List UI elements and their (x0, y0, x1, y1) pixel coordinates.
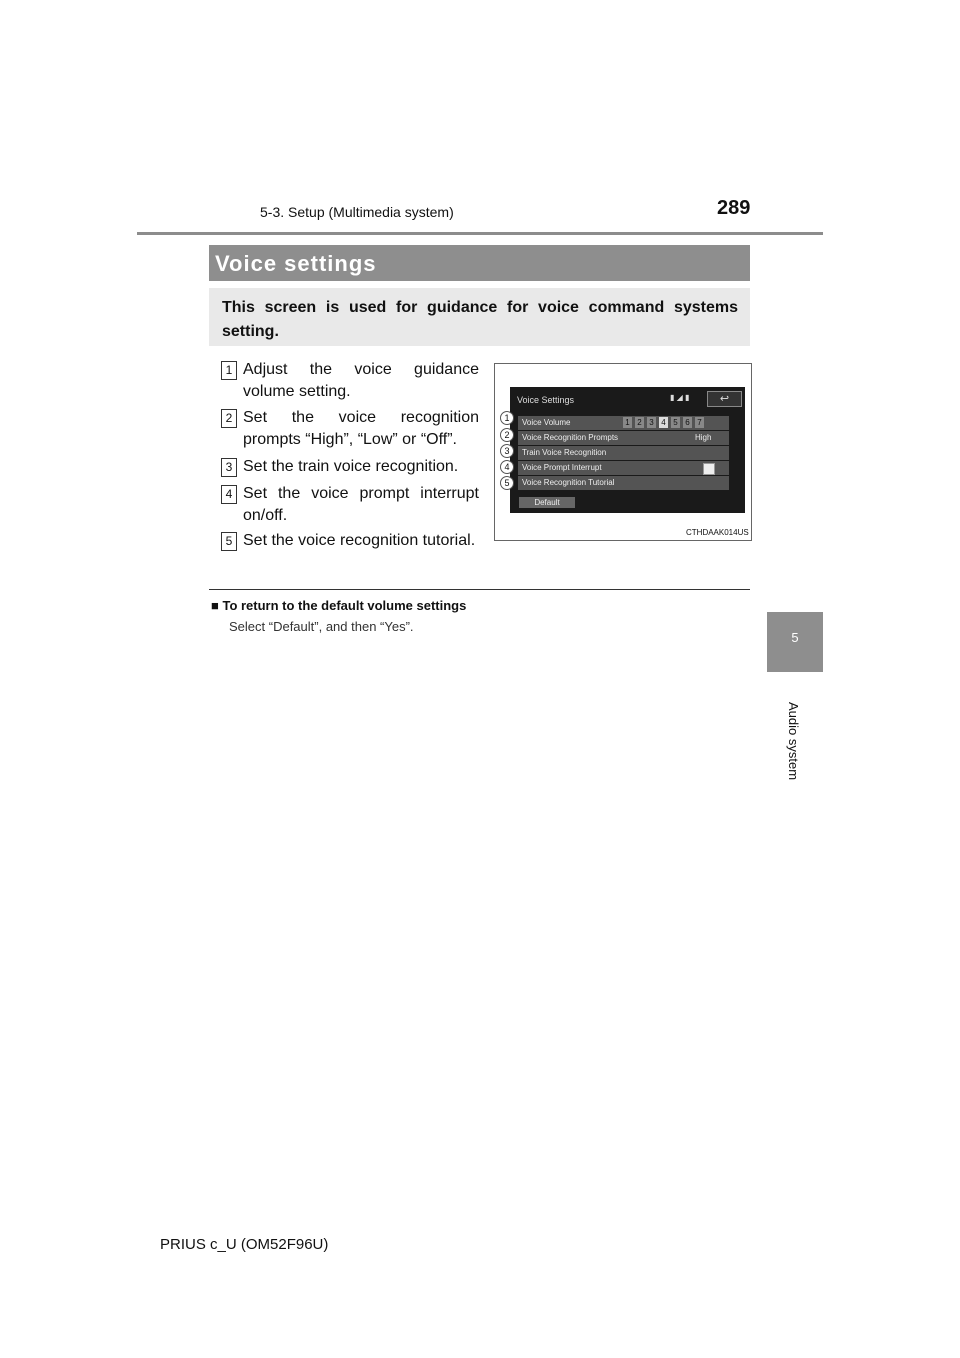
volume-level-button[interactable]: 7 (695, 417, 704, 428)
step-text: Set the voice prompt interrupt on/off. (243, 485, 479, 524)
callout-marker: 2 (500, 428, 514, 442)
setting-row-train-recognition[interactable]: Train Voice Recognition (518, 446, 729, 460)
volume-level-button[interactable]: 1 (623, 417, 632, 428)
volume-level-button[interactable]: 3 (647, 417, 656, 428)
header-rule (137, 232, 823, 235)
callout-marker: 1 (500, 411, 514, 425)
section-header: 5-3. Setup (Multimedia system) (260, 204, 454, 220)
setting-row-prompt-interrupt[interactable]: Voice Prompt Interrupt (518, 461, 729, 475)
section-title: Voice settings (215, 251, 377, 276)
step-number: 5 (221, 532, 237, 551)
square-bullet-icon: ■ (211, 598, 223, 613)
callout-marker: 4 (500, 460, 514, 474)
prompts-value: High (695, 433, 712, 442)
figure-code: CTHDAAK014US (686, 528, 749, 537)
step-text: Set the voice recognition tutorial. (243, 532, 476, 549)
volume-level-button[interactable]: 6 (683, 417, 692, 428)
chapter-label: Audio system (786, 702, 801, 781)
volume-level-button-selected[interactable]: 4 (659, 417, 668, 428)
note-heading (211, 598, 466, 613)
section-divider (209, 589, 750, 590)
setting-row-voice-volume[interactable]: Voice Volume (518, 416, 729, 430)
page-number: 289 (717, 197, 751, 219)
volume-level-button[interactable]: 2 (635, 417, 644, 428)
interrupt-checkbox[interactable] (703, 463, 715, 475)
chapter-number: 5 (791, 630, 799, 645)
signal-status-icon: ▮ ◢ ▮ (670, 393, 690, 402)
back-icon[interactable]: ↩ (707, 391, 742, 407)
step-number: 4 (221, 485, 237, 504)
step-number: 1 (221, 361, 237, 380)
setting-row-recognition-tutorial[interactable]: Voice Recognition Tutorial (518, 476, 729, 490)
step-text: Adjust the voice guidance volume setting. (243, 361, 479, 400)
setting-row-recognition-prompts[interactable]: Voice Recognition Prompts (518, 431, 729, 445)
callout-marker: 5 (500, 476, 514, 490)
step-text: Set the voice recognition prompts “High”, “Low” or “Off”. (243, 409, 479, 448)
callout-marker: 3 (500, 444, 514, 458)
step-number: 2 (221, 409, 237, 428)
note-body: Select “Default”, and then “Yes”. (229, 619, 414, 634)
note-heading-text: To return to the default volume settings (222, 598, 467, 613)
volume-level-button[interactable]: 5 (671, 417, 680, 428)
screen-title: Voice Settings (517, 395, 575, 405)
intro-text: This screen is used for guidance for voice command systems setting. (222, 299, 738, 340)
default-button[interactable]: Default (519, 497, 575, 508)
step-number: 3 (221, 458, 237, 477)
step-text: Set the train voice recognition. (243, 458, 459, 475)
footer-model: PRIUS c_U (OM52F96U) (160, 1236, 329, 1253)
